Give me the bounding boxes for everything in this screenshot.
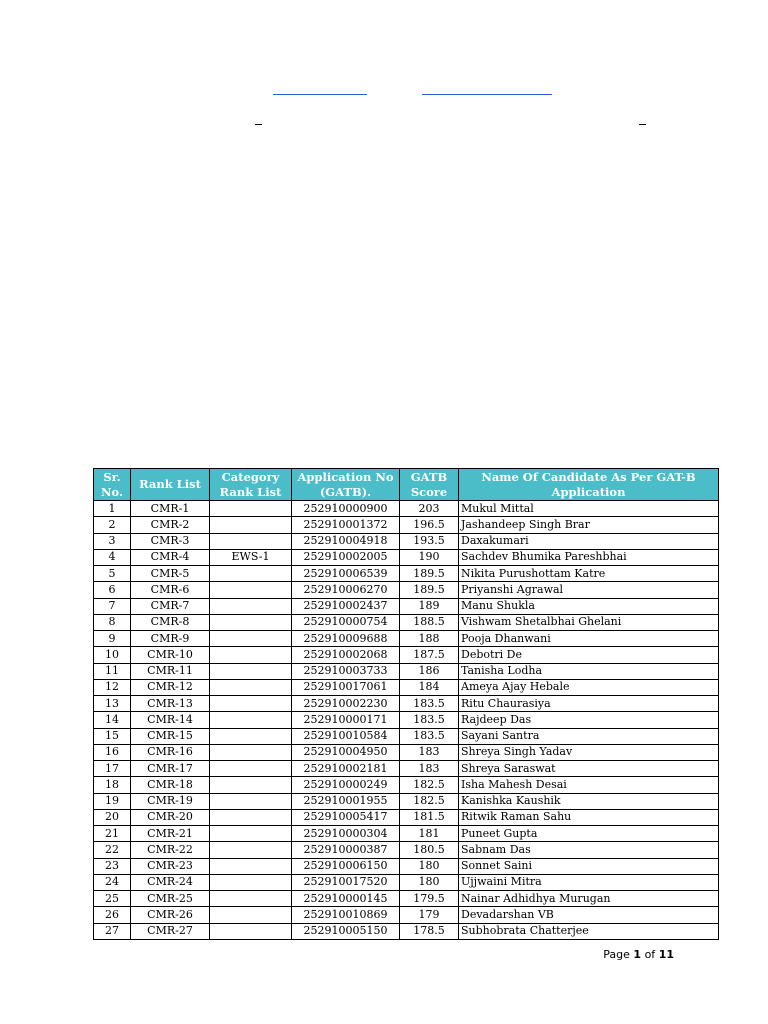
table-row [94, 582, 719, 598]
cell-candidate-name: Pooja Dhanwani [459, 631, 719, 647]
cell-rank: CMR-22 [131, 842, 210, 858]
table-row [94, 501, 719, 517]
cell-category-rank [210, 858, 292, 874]
cell-rank: CMR-12 [131, 679, 210, 695]
cell-candidate-name: Daxakumari [459, 533, 719, 549]
cell-sr-no: 12 [94, 679, 131, 695]
cell-candidate-name: Ujjwaini Mitra [459, 874, 719, 890]
cell-gatb-score: 178.5 [400, 923, 459, 939]
table-row [94, 923, 719, 939]
cell-gatb-score: 181.5 [400, 809, 459, 825]
cell-rank: CMR-13 [131, 696, 210, 712]
cell-category-rank: EWS-1 [210, 549, 292, 565]
cell-sr-no: 5 [94, 566, 131, 582]
page-number [603, 948, 674, 961]
cell-category-rank [210, 777, 292, 793]
cell-sr-no: 9 [94, 631, 131, 647]
cell-application-no: 252910000754 [292, 614, 400, 630]
cell-sr-no: 27 [94, 923, 131, 939]
cell-gatb-score: 203 [400, 501, 459, 517]
cell-application-no: 252910001372 [292, 517, 400, 533]
cell-candidate-name: Priyanshi Agrawal [459, 582, 719, 598]
cell-gatb-score: 183 [400, 744, 459, 760]
cell-sr-no: 18 [94, 777, 131, 793]
cell-gatb-score: 189 [400, 598, 459, 614]
cell-gatb-score: 180 [400, 874, 459, 890]
cell-application-no: 252910017520 [292, 874, 400, 890]
cell-rank: CMR-10 [131, 647, 210, 663]
cell-sr-no: 6 [94, 582, 131, 598]
table-row [94, 874, 719, 890]
cell-candidate-name: Mukul Mittal [459, 501, 719, 517]
cell-category-rank [210, 809, 292, 825]
cell-category-rank [210, 566, 292, 582]
cell-category-rank [210, 826, 292, 842]
cell-rank: CMR-16 [131, 744, 210, 760]
cell-candidate-name: Rajdeep Das [459, 712, 719, 728]
header-application-no: Application No (GATB). [292, 469, 400, 501]
cell-sr-no: 2 [94, 517, 131, 533]
header-category-rank-list: Category Rank List [210, 469, 292, 501]
cell-category-rank [210, 501, 292, 517]
cell-category-rank [210, 533, 292, 549]
cell-candidate-name: Sayani Santra [459, 728, 719, 744]
table-row [94, 517, 719, 533]
cell-sr-no: 19 [94, 793, 131, 809]
header-link-underline-right[interactable] [422, 94, 552, 95]
table-row [94, 598, 719, 614]
table-row [94, 712, 719, 728]
table-header-row [94, 469, 719, 501]
table-row [94, 566, 719, 582]
cell-candidate-name: Shreya Saraswat [459, 761, 719, 777]
cell-rank: CMR-23 [131, 858, 210, 874]
table-row [94, 858, 719, 874]
cell-rank: CMR-25 [131, 891, 210, 907]
cell-application-no: 252910017061 [292, 679, 400, 695]
cell-gatb-score: 188.5 [400, 614, 459, 630]
table-row [94, 809, 719, 825]
cell-candidate-name: Puneet Gupta [459, 826, 719, 842]
cell-application-no: 252910004918 [292, 533, 400, 549]
cell-candidate-name: Ritu Chaurasiya [459, 696, 719, 712]
cell-application-no: 252910002068 [292, 647, 400, 663]
cell-category-rank [210, 874, 292, 890]
cell-application-no: 252910003733 [292, 663, 400, 679]
cell-sr-no: 10 [94, 647, 131, 663]
cell-category-rank [210, 614, 292, 630]
cell-category-rank [210, 696, 292, 712]
cell-category-rank [210, 647, 292, 663]
cell-category-rank [210, 582, 292, 598]
cell-category-rank [210, 744, 292, 760]
cell-category-rank [210, 663, 292, 679]
cell-gatb-score: 181 [400, 826, 459, 842]
table-row [94, 842, 719, 858]
cell-gatb-score: 183.5 [400, 728, 459, 744]
cell-rank: CMR-7 [131, 598, 210, 614]
cell-gatb-score: 190 [400, 549, 459, 565]
cell-application-no: 252910000304 [292, 826, 400, 842]
cell-gatb-score: 183.5 [400, 712, 459, 728]
header-sr-no: Sr. No. [94, 469, 131, 501]
cell-category-rank [210, 907, 292, 923]
cell-application-no: 252910010584 [292, 728, 400, 744]
header-dash-left [255, 124, 262, 125]
cell-gatb-score: 179 [400, 907, 459, 923]
cell-rank: CMR-21 [131, 826, 210, 842]
cell-rank: CMR-20 [131, 809, 210, 825]
cell-rank: CMR-4 [131, 549, 210, 565]
cell-candidate-name: Tanisha Lodha [459, 663, 719, 679]
cell-category-rank [210, 598, 292, 614]
cell-gatb-score: 187.5 [400, 647, 459, 663]
table-row [94, 533, 719, 549]
cell-sr-no: 13 [94, 696, 131, 712]
cell-gatb-score: 196.5 [400, 517, 459, 533]
cell-gatb-score: 183 [400, 761, 459, 777]
table-row [94, 631, 719, 647]
cell-application-no: 252910005417 [292, 809, 400, 825]
cell-category-rank [210, 712, 292, 728]
cell-gatb-score: 182.5 [400, 793, 459, 809]
cell-application-no: 252910000387 [292, 842, 400, 858]
cell-application-no: 252910000900 [292, 501, 400, 517]
cell-candidate-name: Sachdev Bhumika Pareshbhai [459, 549, 719, 565]
cell-gatb-score: 189.5 [400, 566, 459, 582]
cell-sr-no: 25 [94, 891, 131, 907]
cell-sr-no: 3 [94, 533, 131, 549]
cell-rank: CMR-24 [131, 874, 210, 890]
cell-sr-no: 7 [94, 598, 131, 614]
cell-candidate-name: Manu Shukla [459, 598, 719, 614]
table-row [94, 663, 719, 679]
header-candidate-name: Name Of Candidate As Per GAT-B Application [459, 469, 719, 501]
rank-list-table [93, 468, 719, 940]
table-row [94, 549, 719, 565]
cell-candidate-name: Vishwam Shetalbhai Ghelani [459, 614, 719, 630]
cell-candidate-name: Kanishka Kaushik [459, 793, 719, 809]
cell-rank: CMR-17 [131, 761, 210, 777]
cell-gatb-score: 182.5 [400, 777, 459, 793]
cell-candidate-name: Ameya Ajay Hebale [459, 679, 719, 695]
cell-gatb-score: 183.5 [400, 696, 459, 712]
page-prefix: Page [603, 948, 630, 961]
table-row [94, 777, 719, 793]
header-link-underline-left[interactable] [273, 94, 367, 95]
cell-application-no: 252910002230 [292, 696, 400, 712]
cell-rank: CMR-1 [131, 501, 210, 517]
cell-application-no: 252910001955 [292, 793, 400, 809]
cell-sr-no: 17 [94, 761, 131, 777]
cell-application-no: 252910006150 [292, 858, 400, 874]
table-row [94, 761, 719, 777]
cell-category-rank [210, 728, 292, 744]
cell-category-rank [210, 842, 292, 858]
cell-gatb-score: 189.5 [400, 582, 459, 598]
cell-sr-no: 1 [94, 501, 131, 517]
cell-candidate-name: Debotri De [459, 647, 719, 663]
page-current: 1 [633, 948, 642, 961]
cell-sr-no: 26 [94, 907, 131, 923]
cell-gatb-score: 186 [400, 663, 459, 679]
cell-sr-no: 22 [94, 842, 131, 858]
table-row [94, 907, 719, 923]
cell-category-rank [210, 891, 292, 907]
cell-rank: CMR-27 [131, 923, 210, 939]
cell-application-no: 252910002181 [292, 761, 400, 777]
cell-rank: CMR-8 [131, 614, 210, 630]
cell-sr-no: 15 [94, 728, 131, 744]
cell-application-no: 252910010869 [292, 907, 400, 923]
cell-category-rank [210, 679, 292, 695]
table-row [94, 793, 719, 809]
cell-sr-no: 11 [94, 663, 131, 679]
cell-sr-no: 4 [94, 549, 131, 565]
cell-candidate-name: Jashandeep Singh Brar [459, 517, 719, 533]
cell-sr-no: 23 [94, 858, 131, 874]
cell-candidate-name: Nainar Adhidhya Murugan [459, 891, 719, 907]
page-of: of [644, 948, 656, 961]
cell-candidate-name: Sonnet Saini [459, 858, 719, 874]
cell-application-no: 252910000145 [292, 891, 400, 907]
cell-application-no: 252910002437 [292, 598, 400, 614]
table-row [94, 679, 719, 695]
cell-rank: CMR-15 [131, 728, 210, 744]
cell-gatb-score: 180 [400, 858, 459, 874]
cell-rank: CMR-6 [131, 582, 210, 598]
cell-application-no: 252910002005 [292, 549, 400, 565]
cell-gatb-score: 184 [400, 679, 459, 695]
header-gatb-score: GATB Score [400, 469, 459, 501]
cell-rank: CMR-9 [131, 631, 210, 647]
table-body [94, 501, 719, 940]
cell-candidate-name: Nikita Purushottam Katre [459, 566, 719, 582]
header-dash-right [639, 124, 646, 125]
cell-application-no: 252910000171 [292, 712, 400, 728]
page-total: 11 [658, 948, 674, 961]
cell-rank: CMR-18 [131, 777, 210, 793]
cell-gatb-score: 188 [400, 631, 459, 647]
cell-sr-no: 21 [94, 826, 131, 842]
cell-rank: CMR-3 [131, 533, 210, 549]
table-row [94, 891, 719, 907]
table-row [94, 614, 719, 630]
cell-application-no: 252910000249 [292, 777, 400, 793]
table-row [94, 696, 719, 712]
cell-application-no: 252910006270 [292, 582, 400, 598]
cell-sr-no: 16 [94, 744, 131, 760]
cell-category-rank [210, 631, 292, 647]
cell-candidate-name: Subhobrata Chatterjee [459, 923, 719, 939]
cell-rank: CMR-26 [131, 907, 210, 923]
cell-candidate-name: Sabnam Das [459, 842, 719, 858]
table-row [94, 744, 719, 760]
cell-application-no: 252910005150 [292, 923, 400, 939]
cell-gatb-score: 179.5 [400, 891, 459, 907]
cell-rank: CMR-11 [131, 663, 210, 679]
cell-candidate-name: Isha Mahesh Desai [459, 777, 719, 793]
cell-category-rank [210, 517, 292, 533]
cell-rank: CMR-5 [131, 566, 210, 582]
header-rank-list: Rank List [131, 469, 210, 501]
cell-sr-no: 24 [94, 874, 131, 890]
table-row [94, 647, 719, 663]
cell-rank: CMR-19 [131, 793, 210, 809]
cell-gatb-score: 180.5 [400, 842, 459, 858]
cell-sr-no: 8 [94, 614, 131, 630]
table-row [94, 728, 719, 744]
cell-category-rank [210, 793, 292, 809]
cell-candidate-name: Devadarshan VB [459, 907, 719, 923]
cell-application-no: 252910009688 [292, 631, 400, 647]
cell-application-no: 252910004950 [292, 744, 400, 760]
cell-category-rank [210, 923, 292, 939]
cell-candidate-name: Ritwik Raman Sahu [459, 809, 719, 825]
cell-candidate-name: Shreya Singh Yadav [459, 744, 719, 760]
cell-application-no: 252910006539 [292, 566, 400, 582]
table-row [94, 826, 719, 842]
cell-sr-no: 14 [94, 712, 131, 728]
cell-category-rank [210, 761, 292, 777]
cell-rank: CMR-2 [131, 517, 210, 533]
cell-rank: CMR-14 [131, 712, 210, 728]
cell-gatb-score: 193.5 [400, 533, 459, 549]
cell-sr-no: 20 [94, 809, 131, 825]
